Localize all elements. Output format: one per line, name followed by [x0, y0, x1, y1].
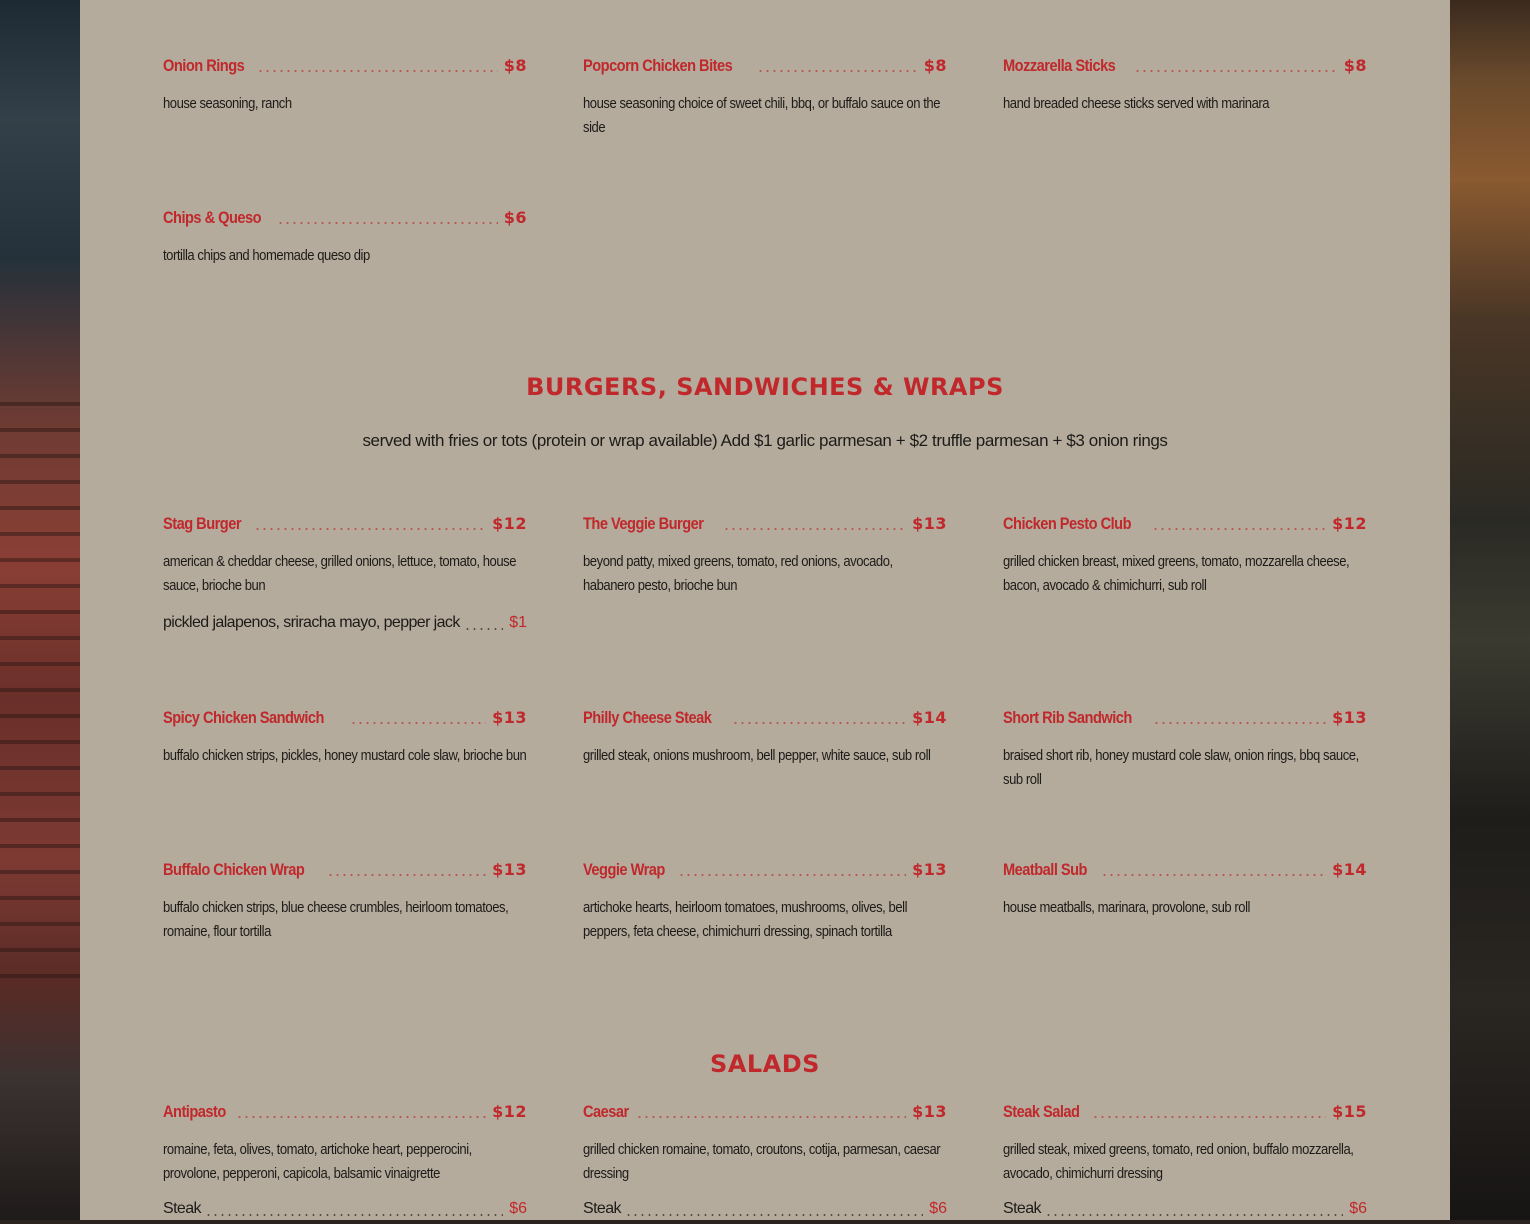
addon-label: pickled jalapenos, sriracha mayo, pepper jack — [163, 614, 460, 631]
item-price: $12 — [1332, 514, 1367, 533]
item-description: beyond patty, mixed greens, tomato, red onions, avocado, habanero pesto, brioche bun — [583, 554, 893, 594]
leader-dots — [757, 70, 918, 72]
leader-dots — [464, 628, 503, 630]
section-title-burgers: BURGERS, SANDWICHES & WRAPS — [526, 373, 1004, 401]
item-description: tortilla chips and homemade queso dip — [163, 248, 370, 264]
item-addon — [163, 1200, 527, 1224]
item-description: hand breaded cheese sticks served with marinara — [1003, 96, 1270, 112]
menu-item — [163, 514, 527, 638]
menu-item — [1003, 56, 1367, 116]
menu-item — [163, 860, 527, 944]
item-price: $13 — [912, 1102, 947, 1121]
menu-item — [583, 708, 947, 768]
leader-dots — [723, 528, 906, 530]
item-price: $13 — [492, 708, 527, 727]
addon-price: $6 — [509, 1200, 527, 1217]
leader-dots — [236, 1116, 486, 1118]
leader-dots — [678, 874, 906, 876]
menu-panel — [80, 0, 1450, 1220]
addon-label: Steak — [583, 1200, 621, 1217]
item-name: Short Rib Sandwich — [1003, 708, 1132, 727]
item-price: $15 — [1332, 1102, 1367, 1121]
leader-dots — [1101, 874, 1326, 876]
menu-item — [163, 1102, 527, 1224]
item-description: buffalo chicken strips, blue cheese crumbles, heirloom tomatoes, romaine, flour tortilla — [163, 900, 509, 940]
item-name: Steak Salad — [1003, 1102, 1080, 1121]
menu-item — [1003, 1102, 1367, 1224]
leader-dots — [625, 1214, 923, 1216]
item-name: Spicy Chicken Sandwich — [163, 708, 324, 727]
menu-item — [583, 860, 947, 944]
background-photo-left — [0, 0, 80, 1220]
leader-dots — [257, 70, 497, 72]
item-price: $6 — [503, 208, 527, 227]
menu-item — [1003, 708, 1367, 792]
item-description: romaine, feta, olives, tomato, artichoke heart, pepperocini, provolone, pepperoni, capicola, balsamic vinaigrette — [163, 1142, 472, 1182]
item-price: $8 — [1343, 56, 1367, 75]
leader-dots — [1134, 70, 1338, 72]
leader-dots — [205, 1214, 503, 1216]
item-name: The Veggie Burger — [583, 514, 704, 533]
item-addon — [163, 614, 527, 638]
item-name: Meatball Sub — [1003, 860, 1087, 879]
item-price: $8 — [923, 56, 947, 75]
item-name: Caesar — [583, 1102, 629, 1121]
menu-item — [163, 208, 527, 268]
leader-dots — [1152, 528, 1326, 530]
item-price: $13 — [1332, 708, 1367, 727]
addon-label: Steak — [1003, 1200, 1041, 1217]
item-price: $13 — [492, 860, 527, 879]
leader-dots — [254, 528, 486, 530]
addon-price: $1 — [509, 614, 527, 631]
item-description: braised short rib, honey mustard cole slaw, onion rings, bbq sauce, sub roll — [1003, 748, 1359, 788]
item-name: Veggie Wrap — [583, 860, 665, 879]
background-photo-right — [1450, 0, 1530, 1220]
item-addon — [583, 1200, 947, 1224]
menu-item — [583, 514, 947, 598]
item-description: house seasoning choice of sweet chili, bbq, or buffalo sauce on the side — [583, 96, 941, 136]
leader-dots — [277, 222, 498, 224]
item-name: Mozzarella Sticks — [1003, 56, 1116, 75]
item-name: Popcorn Chicken Bites — [583, 56, 733, 75]
menu-item — [583, 56, 947, 140]
menu-item — [1003, 514, 1367, 598]
menu-item — [163, 708, 527, 768]
item-name: Stag Burger — [163, 514, 242, 533]
item-price: $14 — [1332, 860, 1367, 879]
item-description: american & cheddar cheese, grilled onions, lettuce, tomato, house sauce, brioche bun — [163, 554, 517, 594]
section-subtitle-burgers: served with fries or tots (protein or wrap available) Add $1 garlic parmesan + $2 truffle parmesan + $3 onion rings — [362, 431, 1168, 450]
item-name: Antipasto — [163, 1102, 226, 1121]
item-description: grilled chicken romaine, tomato, croutons, cotija, parmesan, caesar dressing — [583, 1142, 941, 1182]
item-price: $8 — [503, 56, 527, 75]
item-name: Buffalo Chicken Wrap — [163, 860, 305, 879]
item-price: $12 — [492, 1102, 527, 1121]
item-addon — [1003, 1200, 1367, 1224]
item-description: buffalo chicken strips, pickles, honey mustard cole slaw, brioche bun — [163, 748, 527, 764]
leader-dots — [327, 874, 486, 876]
leader-dots — [1092, 1116, 1326, 1118]
addon-price: $6 — [929, 1200, 947, 1217]
item-description: grilled steak, onions mushroom, bell pepper, white sauce, sub roll — [583, 748, 931, 764]
menu-item — [163, 56, 527, 116]
item-description: grilled steak, mixed greens, tomato, red onion, buffalo mozzarella, avocado, chimichurri dressing — [1003, 1142, 1354, 1182]
leader-dots — [636, 1116, 906, 1118]
menu-item — [583, 1102, 947, 1224]
leader-dots — [1045, 1214, 1343, 1216]
item-description: house seasoning, ranch — [163, 96, 292, 112]
addon-price: $6 — [1349, 1200, 1367, 1217]
leader-dots — [732, 722, 906, 724]
item-price: $13 — [912, 514, 947, 533]
item-price: $13 — [912, 860, 947, 879]
item-description: artichoke hearts, heirloom tomatoes, mushrooms, olives, bell peppers, feta cheese, chimichurri dressing, spinach tortilla — [583, 900, 908, 940]
item-description: house meatballs, marinara, provolone, sub roll — [1003, 900, 1250, 916]
item-name: Chicken Pesto Club — [1003, 514, 1132, 533]
leader-dots — [350, 722, 486, 724]
addon-label: Steak — [163, 1200, 201, 1217]
leader-dots — [1153, 722, 1326, 724]
item-description: grilled chicken breast, mixed greens, tomato, mozzarella cheese, bacon, avocado & chimichurri, sub roll — [1003, 554, 1350, 594]
item-name: Philly Cheese Steak — [583, 708, 712, 727]
menu-item — [1003, 860, 1367, 920]
item-name: Chips & Queso — [163, 208, 262, 227]
section-title-salads: SALADS — [710, 1050, 820, 1078]
item-price: $14 — [912, 708, 947, 727]
item-price: $12 — [492, 514, 527, 533]
item-name: Onion Rings — [163, 56, 245, 75]
